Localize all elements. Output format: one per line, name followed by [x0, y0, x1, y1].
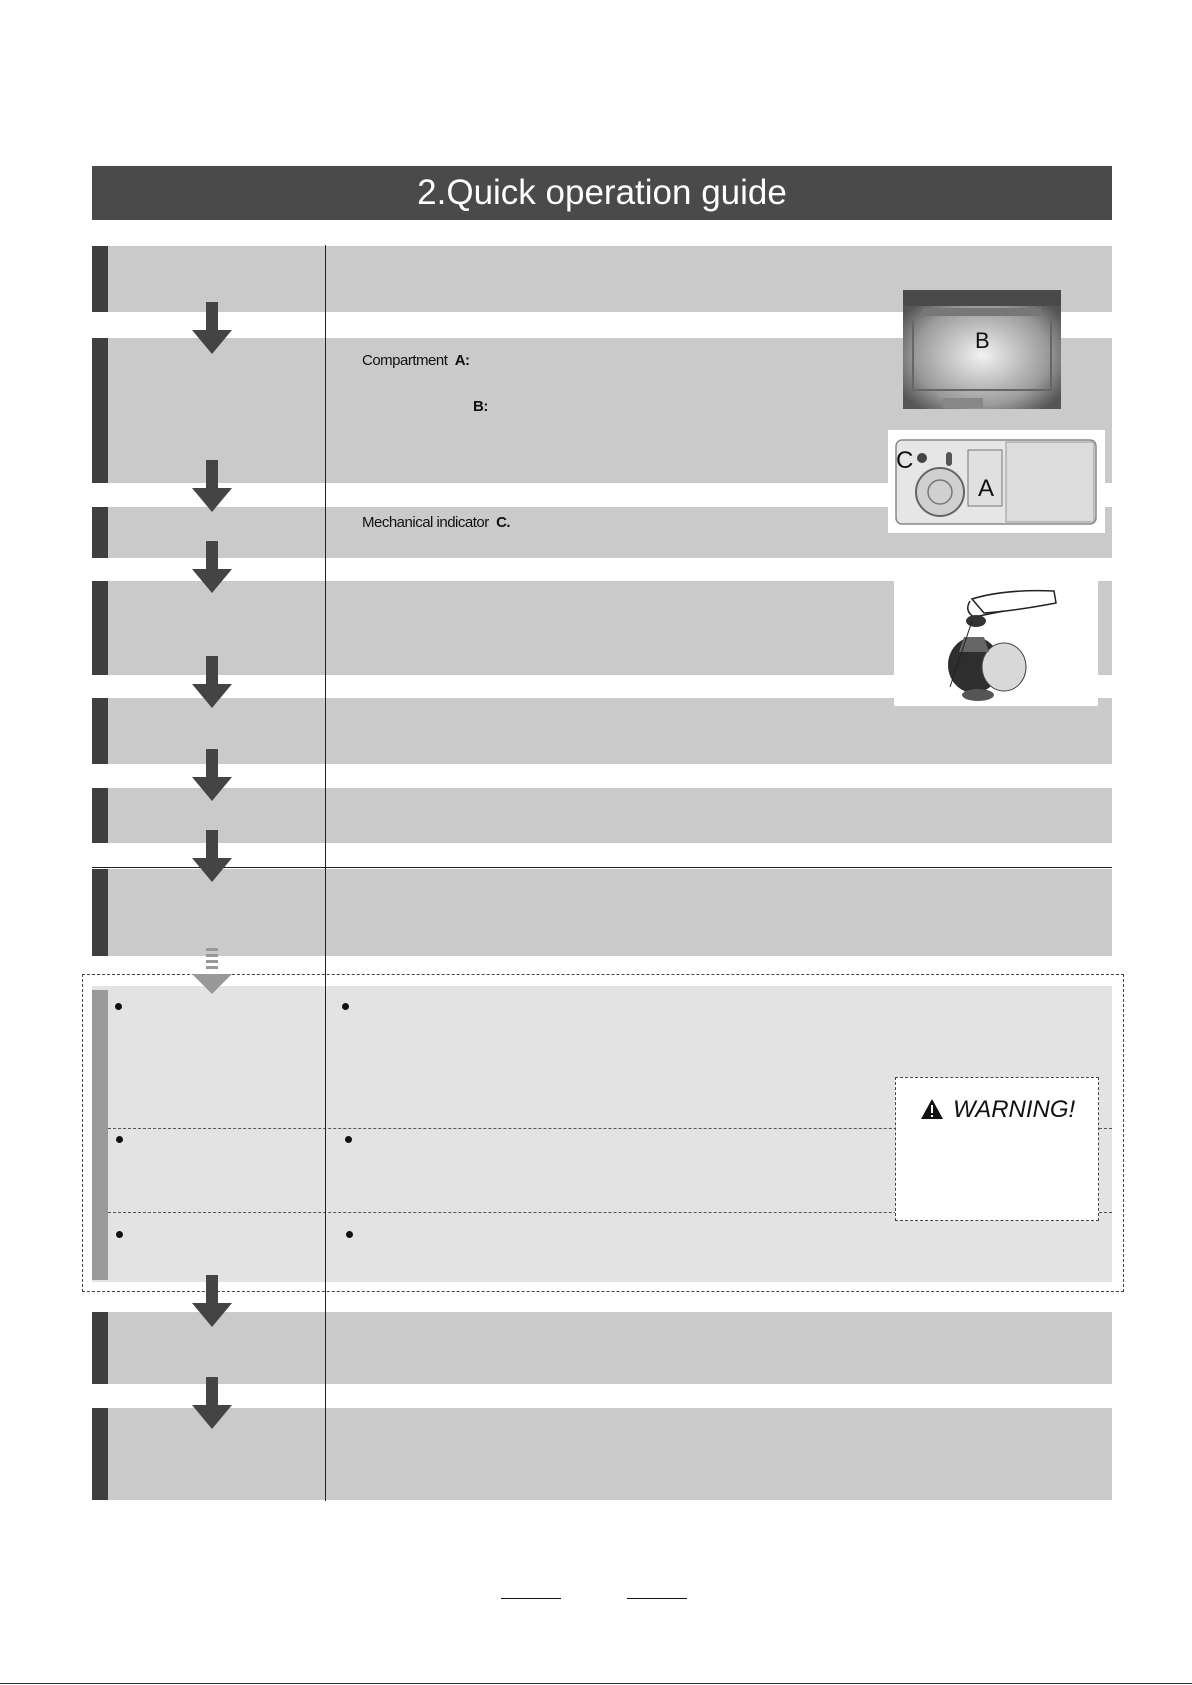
page-title: 2.Quick operation guide: [92, 166, 1112, 220]
mechanical-indicator-text: Mechanical indicator: [362, 514, 489, 531]
down-arrow-icon: [190, 460, 234, 512]
dashed-down-arrow-icon: [190, 948, 234, 1000]
compartment-b-label: [473, 398, 488, 415]
down-arrow-icon: [190, 749, 234, 801]
step-row-9: [92, 1408, 1112, 1500]
bullet: [116, 1231, 123, 1238]
step-tab: [92, 1312, 108, 1384]
down-arrow-icon: [190, 656, 234, 708]
dishwasher-interior-photo: [903, 290, 1061, 409]
step-tab: [92, 788, 108, 843]
step-row-7: [92, 869, 1112, 956]
bullet: [345, 1136, 352, 1143]
down-arrow-icon: [190, 1275, 234, 1327]
step-row-8: [92, 1312, 1112, 1384]
step-row-5: [92, 698, 1112, 764]
bullet: [116, 1136, 123, 1143]
down-arrow-icon: [190, 541, 234, 593]
detergent-dispenser-photo: [888, 430, 1105, 533]
compartment-prefix: Compartment: [362, 352, 448, 369]
letter-a: A: [978, 475, 995, 502]
bullet: [342, 1003, 349, 1010]
mechanical-indicator-label: [362, 514, 510, 531]
footer-underline: [627, 1598, 687, 1599]
step-tab: [92, 869, 108, 956]
bullet: [346, 1231, 353, 1238]
down-arrow-icon: [190, 1377, 234, 1429]
indicator-c-text: C.: [496, 514, 511, 531]
divider-line: [92, 867, 1112, 868]
step-tab: [92, 507, 108, 558]
step-tab: [92, 581, 108, 675]
letter-b: B: [975, 328, 990, 353]
warning-box: [895, 1077, 1099, 1221]
step-tab: [92, 338, 108, 483]
column-divider: [325, 245, 326, 1501]
down-arrow-icon: [190, 830, 234, 882]
down-arrow-icon: [190, 302, 234, 354]
step-row-6: [92, 788, 1112, 843]
warning-title: WARNING!: [953, 1096, 1076, 1123]
step-tab: [92, 698, 108, 764]
filter-removal-illustration: [894, 577, 1098, 706]
page-bottom-border: [0, 1683, 1192, 1684]
letter-c: C: [896, 447, 914, 474]
bullet: [115, 1003, 122, 1010]
step-tab: [92, 246, 108, 312]
compartment-b-text: B:: [473, 398, 488, 415]
warning-triangle-icon: [920, 1098, 944, 1120]
footer-underline: [501, 1598, 561, 1599]
step-tab: [92, 1408, 108, 1500]
compartment-a-label: A:: [454, 352, 470, 369]
compartment-label: [362, 352, 470, 369]
